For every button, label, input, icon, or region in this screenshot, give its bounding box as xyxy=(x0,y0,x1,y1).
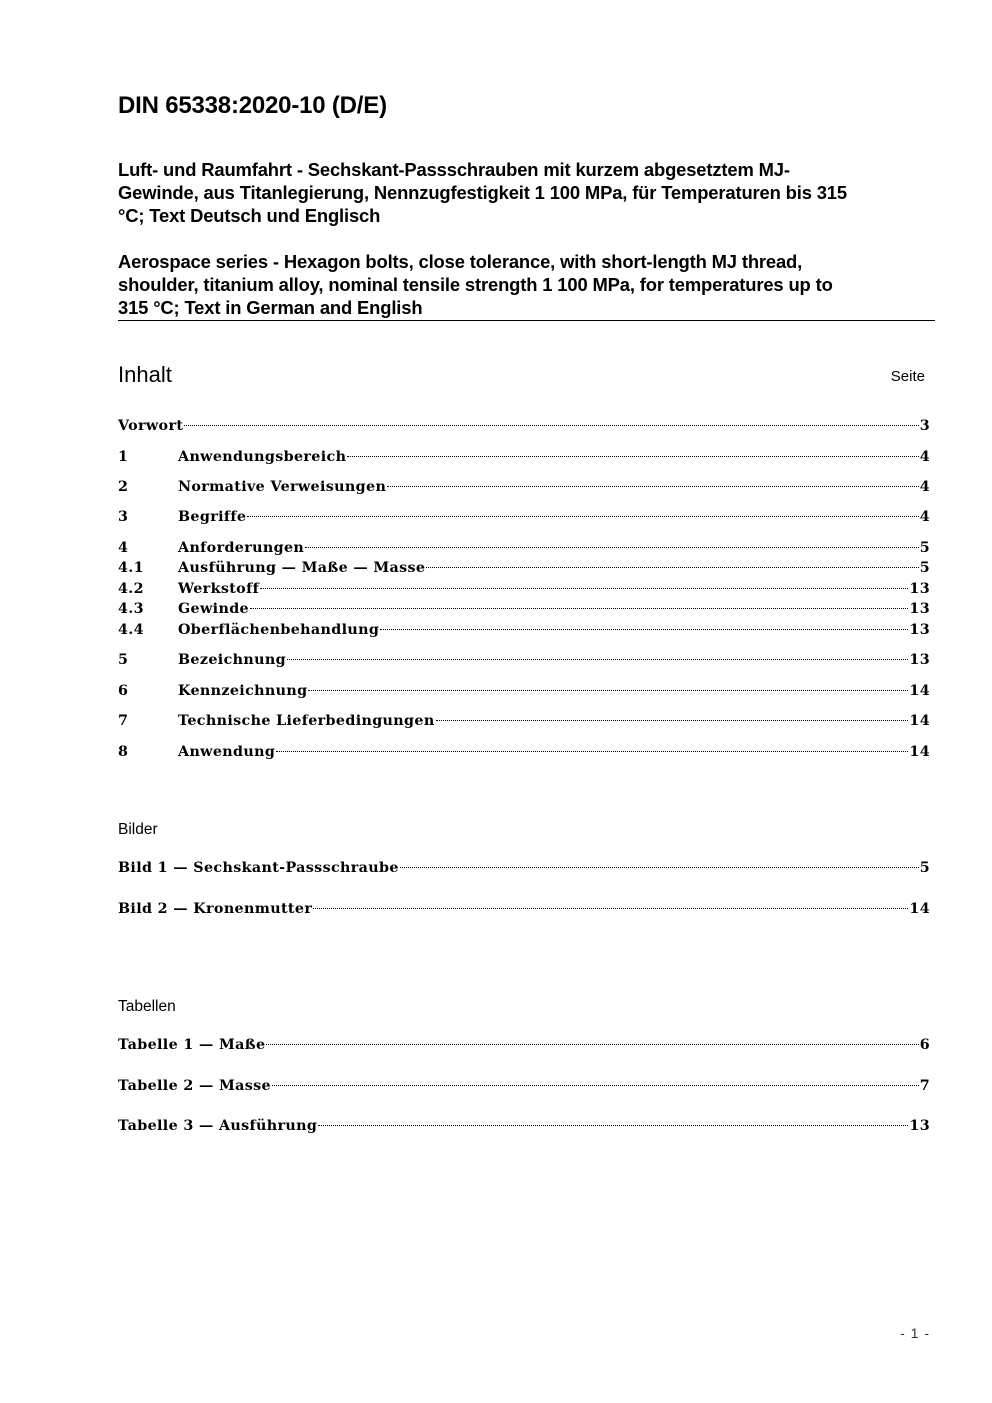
table-entry-3[interactable] xyxy=(118,1118,930,1134)
toc-entry-1[interactable] xyxy=(118,449,930,465)
toc-entry-label: Anforderungen xyxy=(178,540,305,556)
figure-entry-1[interactable] xyxy=(118,860,930,876)
toc-leader-dots xyxy=(260,588,908,589)
title-divider xyxy=(118,320,935,321)
toc-entry-page: 14 xyxy=(909,683,930,699)
table-entry-1[interactable] xyxy=(118,1037,930,1053)
toc-entry-page: 13 xyxy=(909,622,930,638)
toc-entry-page: 4 xyxy=(919,479,930,495)
toc-entry-page: 14 xyxy=(909,744,930,760)
toc-entry-number: 7 xyxy=(118,713,129,729)
toc-entry-label: Begriffe xyxy=(178,509,247,525)
title-german-line: °C; Text Deutsch und Englisch xyxy=(118,205,381,226)
toc-entry-page: 4 xyxy=(919,509,930,525)
toc-entry-vorwort[interactable] xyxy=(118,418,930,434)
toc-entry-number: 4.1 xyxy=(118,560,144,576)
title-english-line: 315 °C; Text in German and English xyxy=(118,297,423,318)
figure-entry-label: Bild 2 — Kronenmutter xyxy=(118,901,313,917)
figure-entry-page: 14 xyxy=(909,901,930,917)
toc-entry-6[interactable] xyxy=(118,683,930,699)
toc-entry-number: 4 xyxy=(118,540,129,556)
toc-entry-label: Gewinde xyxy=(178,601,249,617)
tables-heading: Tabellen xyxy=(118,998,176,1015)
toc-entry-7[interactable] xyxy=(118,713,930,729)
toc-leader-dots xyxy=(426,567,918,568)
title-german-line: Gewinde, aus Titanlegierung, Nennzugfestigkeit 1 100 MPa, für Temperaturen bis 315 xyxy=(118,182,847,203)
toc-entry-page: 13 xyxy=(909,601,930,617)
toc-entry-page: 14 xyxy=(909,713,930,729)
toc-entry-number: 4.4 xyxy=(118,622,144,638)
toc-entry-4-3[interactable] xyxy=(118,601,930,617)
toc-leader-dots xyxy=(436,720,909,721)
title-english-line: Aerospace series - Hexagon bolts, close tolerance, with short-length MJ thread, xyxy=(118,251,803,272)
toc-entry-4-2[interactable] xyxy=(118,581,930,597)
toc-entry-label: Werkstoff xyxy=(178,581,260,597)
table-entry-label: Tabelle 2 — Masse xyxy=(118,1078,271,1094)
toc-page-column-label: Seite xyxy=(890,368,925,385)
toc-entry-label: Vorwort xyxy=(118,418,184,434)
toc-entry-4-1[interactable] xyxy=(118,560,930,576)
toc-leader-dots xyxy=(266,1044,918,1045)
toc-leader-dots xyxy=(250,608,908,609)
toc-entry-label: Ausführung — Maße — Masse xyxy=(178,560,426,576)
figures-heading: Bilder xyxy=(118,821,158,838)
toc-entry-number: 1 xyxy=(118,449,129,465)
toc-entry-page: 13 xyxy=(909,652,930,668)
figure-entry-page: 5 xyxy=(919,860,930,876)
toc-entry-number: 4.3 xyxy=(118,601,144,617)
toc-heading: Inhalt xyxy=(118,362,172,387)
document-id: DIN 65338:2020-10 (D/E) xyxy=(118,92,387,119)
toc-entry-8[interactable] xyxy=(118,744,930,760)
toc-entry-label: Oberflächenbehandlung xyxy=(178,622,380,638)
toc-leader-dots xyxy=(387,486,918,487)
toc-leader-dots xyxy=(318,1125,908,1126)
toc-leader-dots xyxy=(287,659,908,660)
toc-entry-3[interactable] xyxy=(118,509,930,525)
title-english xyxy=(118,250,938,319)
figure-entry-2[interactable] xyxy=(118,901,930,917)
title-english-line: shoulder, titanium alloy, nominal tensile strength 1 100 MPa, for temperatures up to xyxy=(118,274,833,295)
toc-entry-page: 5 xyxy=(919,540,930,556)
toc-entry-number: 2 xyxy=(118,479,129,495)
toc-leader-dots xyxy=(247,516,918,517)
title-german xyxy=(118,158,938,227)
toc-entry-number: 8 xyxy=(118,744,129,760)
table-entry-page: 6 xyxy=(919,1037,930,1053)
toc-entry-label: Bezeichnung xyxy=(178,652,286,668)
toc-entry-number: 4.2 xyxy=(118,581,144,597)
toc-entry-number: 3 xyxy=(118,509,129,525)
table-entry-2[interactable] xyxy=(118,1078,930,1094)
toc-leader-dots xyxy=(276,751,908,752)
table-entry-page: 13 xyxy=(909,1118,930,1134)
toc-entry-4[interactable] xyxy=(118,540,930,556)
table-entry-label: Tabelle 3 — Ausführung xyxy=(118,1118,318,1134)
toc-entry-page: 13 xyxy=(909,581,930,597)
toc-leader-dots xyxy=(347,456,918,457)
toc-leader-dots xyxy=(308,690,908,691)
toc-entry-label: Kennzeichnung xyxy=(178,683,308,699)
toc-entry-page: 3 xyxy=(919,418,930,434)
toc-entry-page: 4 xyxy=(919,449,930,465)
toc-leader-dots xyxy=(380,629,908,630)
table-entry-label: Tabelle 1 — Maße xyxy=(118,1037,266,1053)
toc-entry-label: Technische Lieferbedingungen xyxy=(178,713,435,729)
title-german-line: Luft- und Raumfahrt - Sechskant-Passschrauben mit kurzem abgesetztem MJ- xyxy=(118,159,790,180)
page-number: - 1 - xyxy=(900,1325,930,1341)
toc-entry-label: Normative Verweisungen xyxy=(178,479,387,495)
toc-entry-4-4[interactable] xyxy=(118,622,930,638)
toc-entry-number: 5 xyxy=(118,652,129,668)
toc-entry-2[interactable] xyxy=(118,479,930,495)
toc-leader-dots xyxy=(184,425,918,426)
toc-entry-5[interactable] xyxy=(118,652,930,668)
toc-leader-dots xyxy=(305,547,919,548)
figure-entry-label: Bild 1 — Sechskant-Passschraube xyxy=(118,860,399,876)
toc-entry-label: Anwendungsbereich xyxy=(178,449,347,465)
toc-leader-dots xyxy=(272,1085,919,1086)
toc-leader-dots xyxy=(400,867,919,868)
toc-entry-label: Anwendung xyxy=(178,744,276,760)
toc-leader-dots xyxy=(313,908,908,909)
table-entry-page: 7 xyxy=(919,1078,930,1094)
toc-entry-page: 5 xyxy=(919,560,930,576)
toc-entry-number: 6 xyxy=(118,683,129,699)
